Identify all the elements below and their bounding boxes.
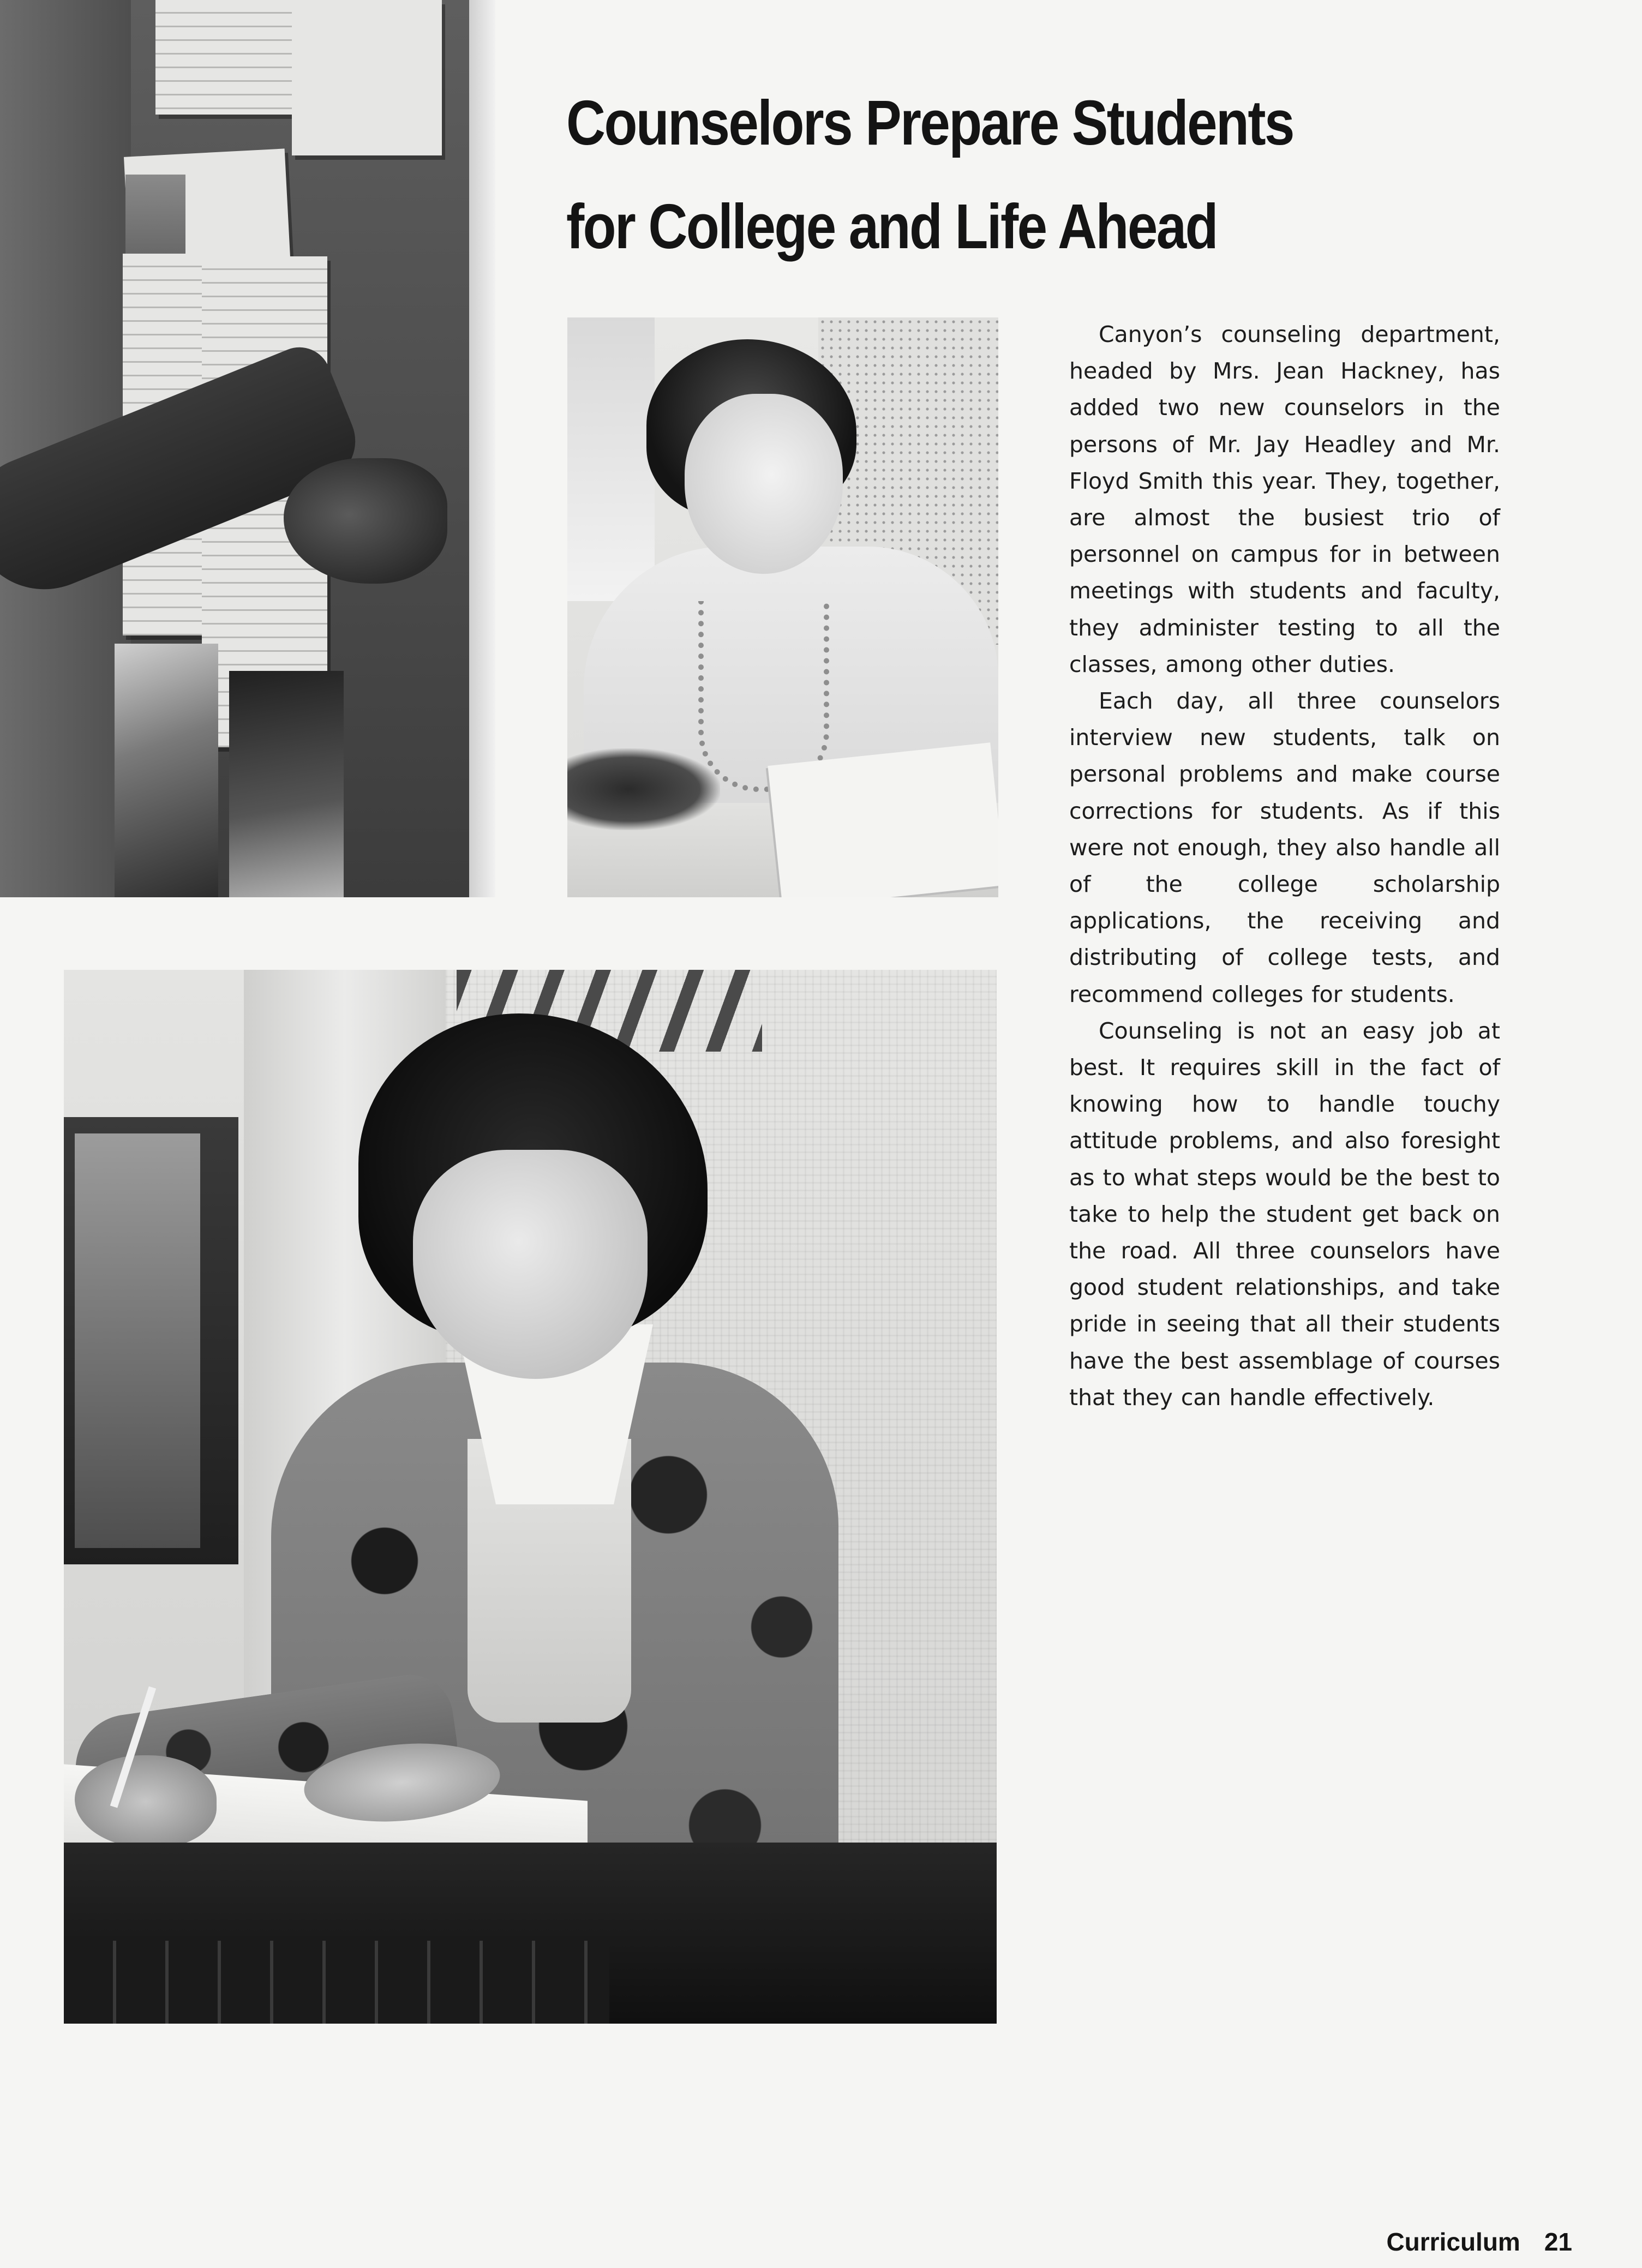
desk-papers xyxy=(768,742,998,897)
section-name: Curriculum xyxy=(1386,2228,1520,2256)
posted-poster xyxy=(115,644,218,897)
posted-notice xyxy=(155,0,292,115)
posted-poster xyxy=(229,671,344,897)
headline-line-2: for College and Life Ahead xyxy=(566,191,1217,262)
counselor-portrait-photo xyxy=(567,317,998,897)
page-headline xyxy=(566,71,1458,278)
photo-edge xyxy=(469,0,495,897)
table-panel xyxy=(64,1941,609,2024)
headline-line-1: Counselors Prepare Students xyxy=(566,87,1293,158)
feather-pen xyxy=(567,748,720,830)
doorway-interior xyxy=(75,1133,200,1548)
background-wall xyxy=(567,317,655,601)
counselor-writing-photo xyxy=(64,970,997,2024)
page-footer xyxy=(1386,2225,1572,2258)
page-number: 21 xyxy=(1544,2228,1572,2256)
article-paragraph: Canyon’s counseling department, headed by Mrs. Jean Hackney, has added two new counselors in the persons of Mr. Jay Headley and Mr. Floyd Smith this year. They, together, are almost the busiest trio of personnel on campus for in between meetings with students and faculty, they administer testing to all the classes, among other duties. xyxy=(1069,321,1500,677)
posted-notice xyxy=(292,0,442,155)
bulletin-board-photo xyxy=(0,0,495,897)
article-body xyxy=(1069,316,1500,1416)
article-paragraph: Each day, all three counselors interview new students, talk on personal problems and make course corrections for students. As if this were not enough, they also handle all of the college scholarship applications, the receiving and distributing of college tests, and recommend colleges for students. xyxy=(1069,688,1500,1007)
face xyxy=(685,394,843,574)
article-paragraph: Counseling is not an easy job at best. It requires skill in the fact of knowing how to handle touchy attitude problems, and also foresight as to what steps would be the best to take to help the student get back on the road. All three counselors have good student relationships, and take pride in seeing that all their students have the best assemblage of courses that they can handle effectively. xyxy=(1069,1017,1500,1411)
